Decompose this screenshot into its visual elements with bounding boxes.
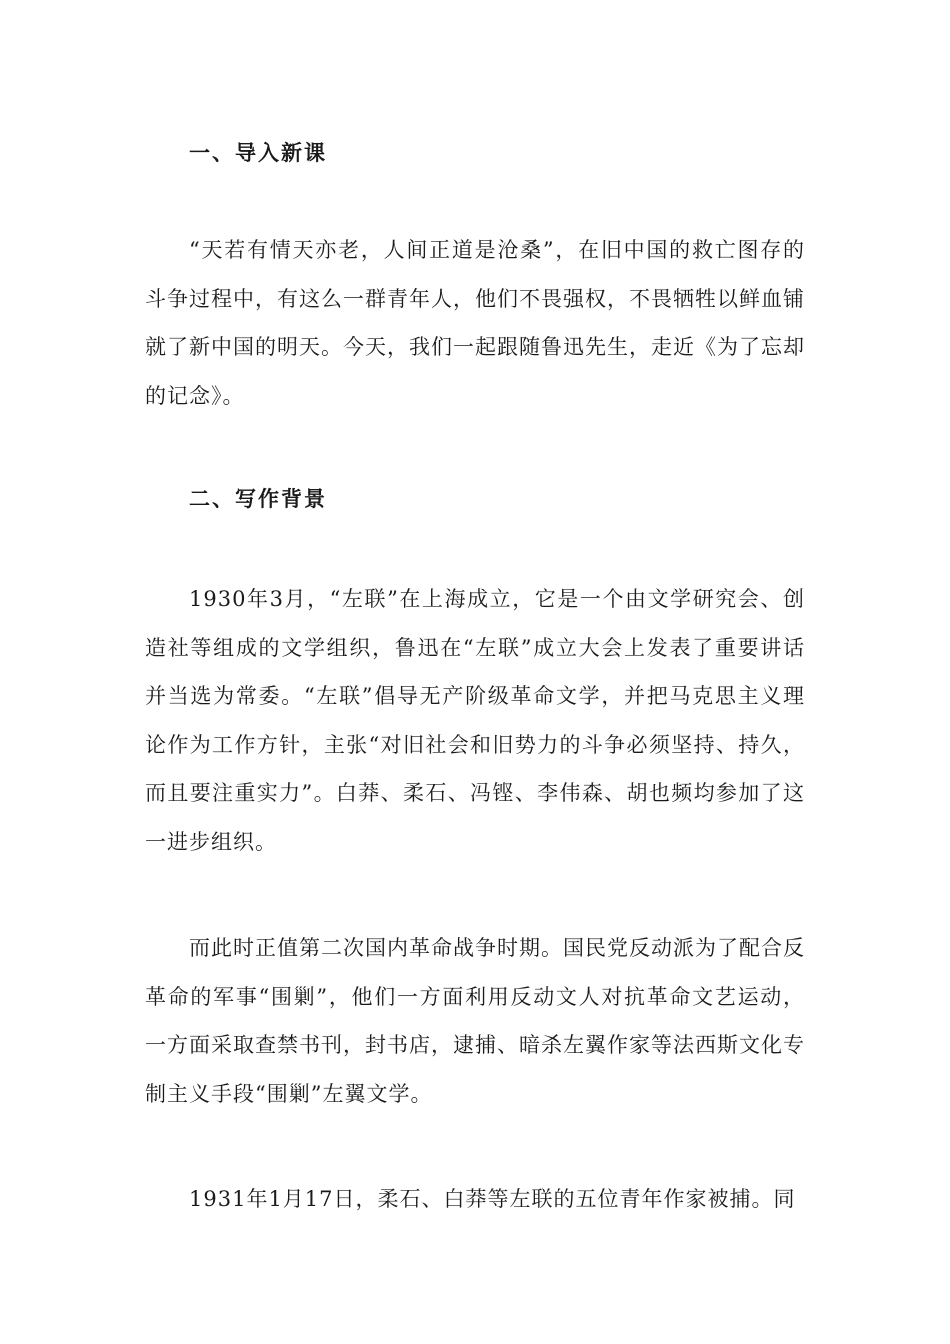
background-paragraph-3: 1931年1月17日，柔石、白莽等左联的五位青年作家被捕。同	[189, 1187, 796, 1211]
section-heading-intro: 一、导入新课	[189, 140, 327, 165]
intro-paragraph: “天若有情天亦老，人间正道是沧桑”，在旧中国的救亡图存的斗争过程中，有这么一群青年人，他们不畏强权，不畏牺牲以鲜血铺就了新中国的明天。今天，我们一起跟随鲁迅先生，走近《为了忘却的记念》。	[145, 238, 805, 408]
background-paragraph-2: 而此时正值第二次国内革命战争时期。国民党反动派为了配合反革命的军事“围剿”，他们一方面利用反动文人对抗革命文艺运动，一方面采取查禁书刊，封书店，逮捕、暗杀左翼作家等法西斯文化专制主义手段“围剿”左翼文学。	[145, 936, 805, 1106]
section-heading-background: 二、写作背景	[189, 486, 327, 511]
background-paragraph-1: 1930年3月，“左联”在上海成立，它是一个由文学研究会、创造社等组成的文学组织，鲁迅在“左联”成立大会上发表了重要讲话并当选为常委。“左联”倡导无产阶级革命文学，并把马克思主义理论作为工作方针，主张“对旧社会和旧势力的斗争必须坚持、持久，而且要注重实力”。白莽、柔石、冯铿、李伟森、胡也频均参加了这一进步组织。	[145, 587, 805, 854]
